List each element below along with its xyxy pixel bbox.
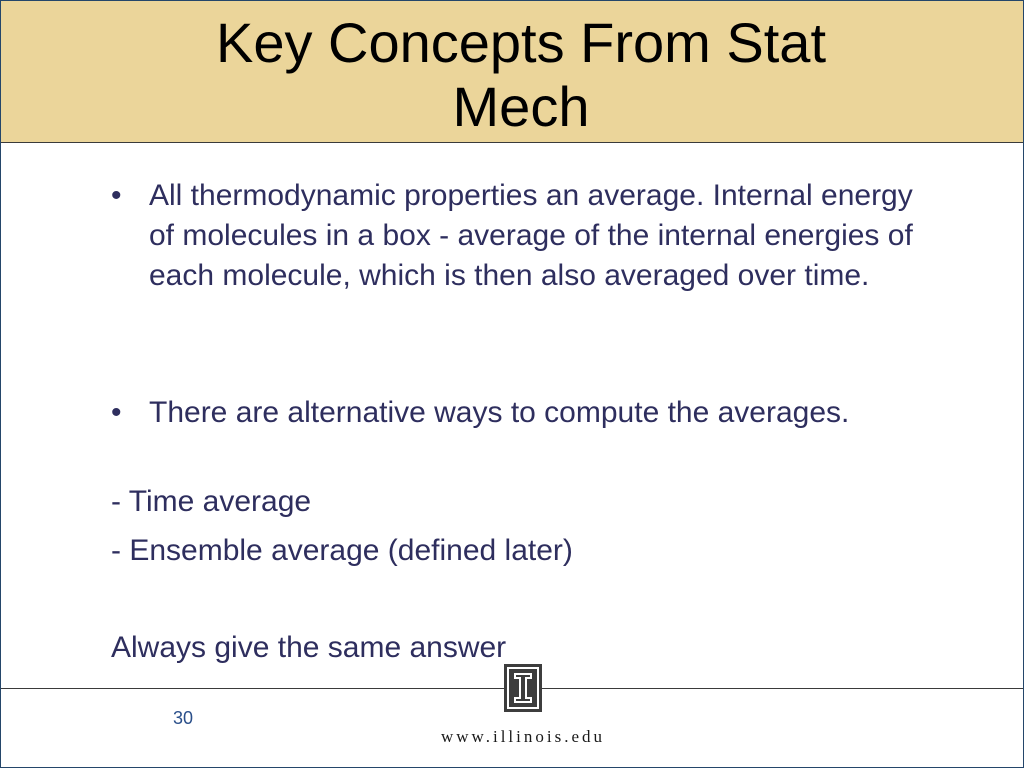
sub-item-time-average: - Time average [111,485,312,518]
sub-item-ensemble-average: - Ensemble average (defined later) [111,534,573,567]
slide-title-line-1: Key Concepts From Stat [215,11,826,74]
slide-title-line-2: Mech [452,75,590,138]
illinois-block-i-logo-icon [504,664,542,712]
page-number: 30 [173,708,194,728]
bullet-marker: • [111,396,122,429]
bullet-item [111,176,919,296]
conclusion-text: Always give the same answer [111,631,507,664]
bullet-text: There are alternative ways to compute the averages. [149,396,850,429]
bullet-marker: • [111,179,122,212]
slide-body [1,1,1023,691]
bullet-item [111,393,919,433]
bullet-text: All thermodynamic properties an average. Internal energy of molecules in a box - average of the internal energies of each molecule, which is then also averaged over time. [149,179,913,292]
footer-url: www.illinois.edu [441,727,606,746]
